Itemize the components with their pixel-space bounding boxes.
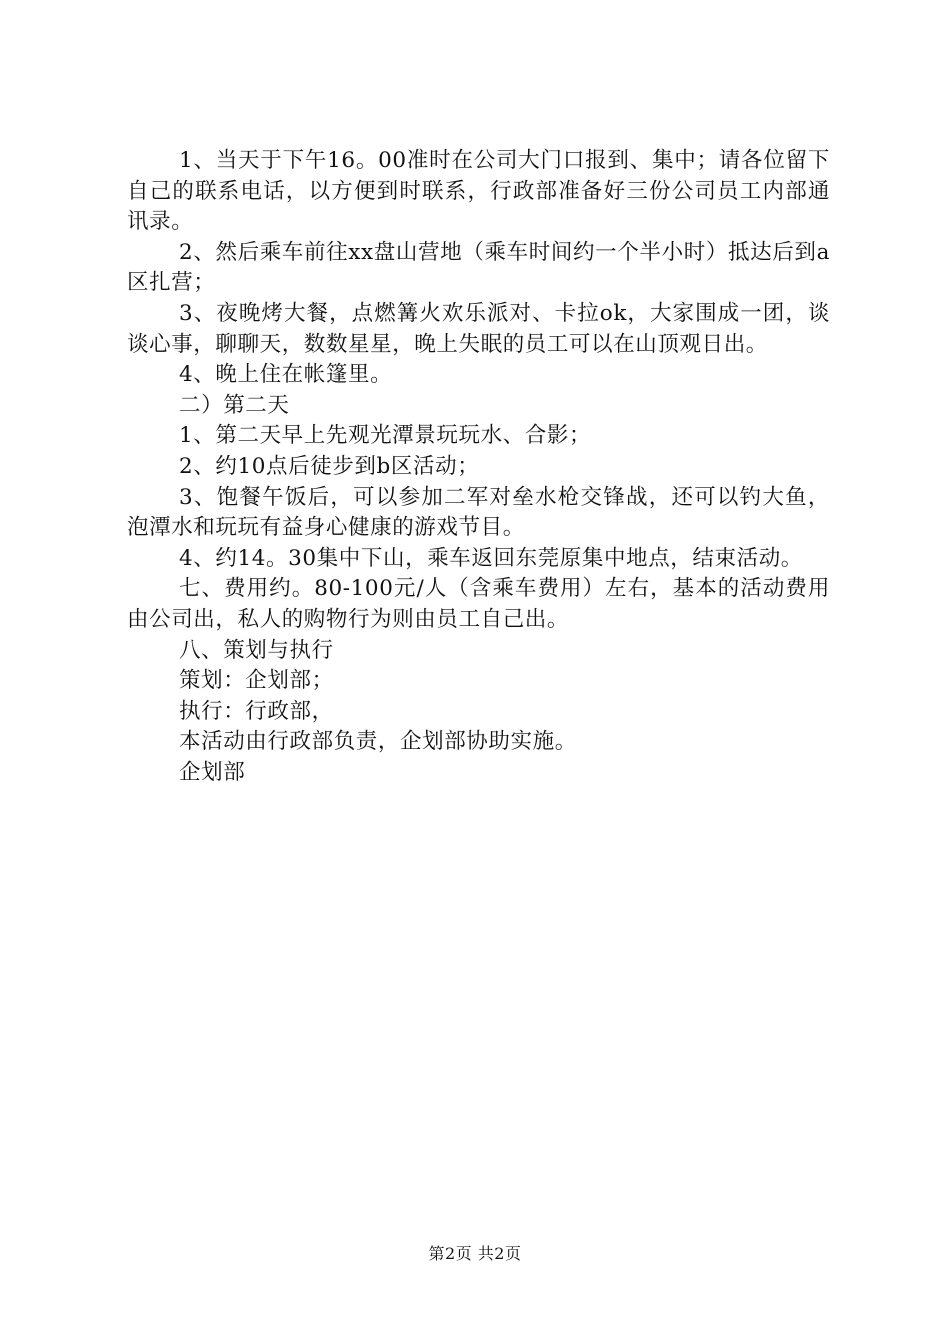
paragraph-planner: 策划：企划部； <box>179 668 334 694</box>
heading-planning-execution: 八、策划与执行 <box>179 637 334 663</box>
document-body <box>127 146 830 788</box>
paragraph-tent-stay: 4、晚上住在帐篷里。 <box>179 362 393 388</box>
heading-day-two: 二）第二天 <box>179 392 290 418</box>
paragraph-return-trip: 4、约14。30集中下山，乘车返回东莞原集中地点，结束活动。 <box>179 545 803 571</box>
page-number: 第2页 共2页 <box>428 1244 522 1263</box>
paragraph-evening-bbq: 3、夜晚烤大餐，点燃篝火欢乐派对、卡拉ok，大家围成一团，谈谈心事，聊聊天，数数星星，晚上失眠的员工可以在山顶观日出。 <box>127 300 830 357</box>
paragraph-report-time: 1、当天于下午16。00准时在公司大门口报到、集中；请各位留下自己的联系电话，以方便到时联系，行政部准备好三份公司员工内部通讯录。 <box>127 148 830 235</box>
paragraph-cost: 七、费用约。80-100元/人（含乘车费用）左右，基本的活动费用由公司出，私人的购物行为则由员工自己出。 <box>127 576 830 632</box>
paragraph-travel-to-camp: 2、然后乘车前往xx盘山营地（乘车时间约一个半小时）抵达后到a区扎营； <box>127 239 830 296</box>
paragraph-afternoon-activities: 3、饱餐午饭后，可以参加二军对垒水枪交锋战，还可以钓大鱼，泡潭水和玩玩有益身心健康的游戏节目。 <box>127 484 830 541</box>
paragraph-responsibility: 本活动由行政部负责，企划部协助实施。 <box>179 729 577 755</box>
paragraph-morning-sightseeing: 1、第二天早上先观光潭景玩玩水、合影； <box>179 423 592 449</box>
paragraph-hike-b-area: 2、约10点后徒步到b区活动； <box>179 453 480 479</box>
signature-department: 企划部 <box>179 759 246 785</box>
paragraph-executor: 执行：行政部， <box>179 698 334 724</box>
